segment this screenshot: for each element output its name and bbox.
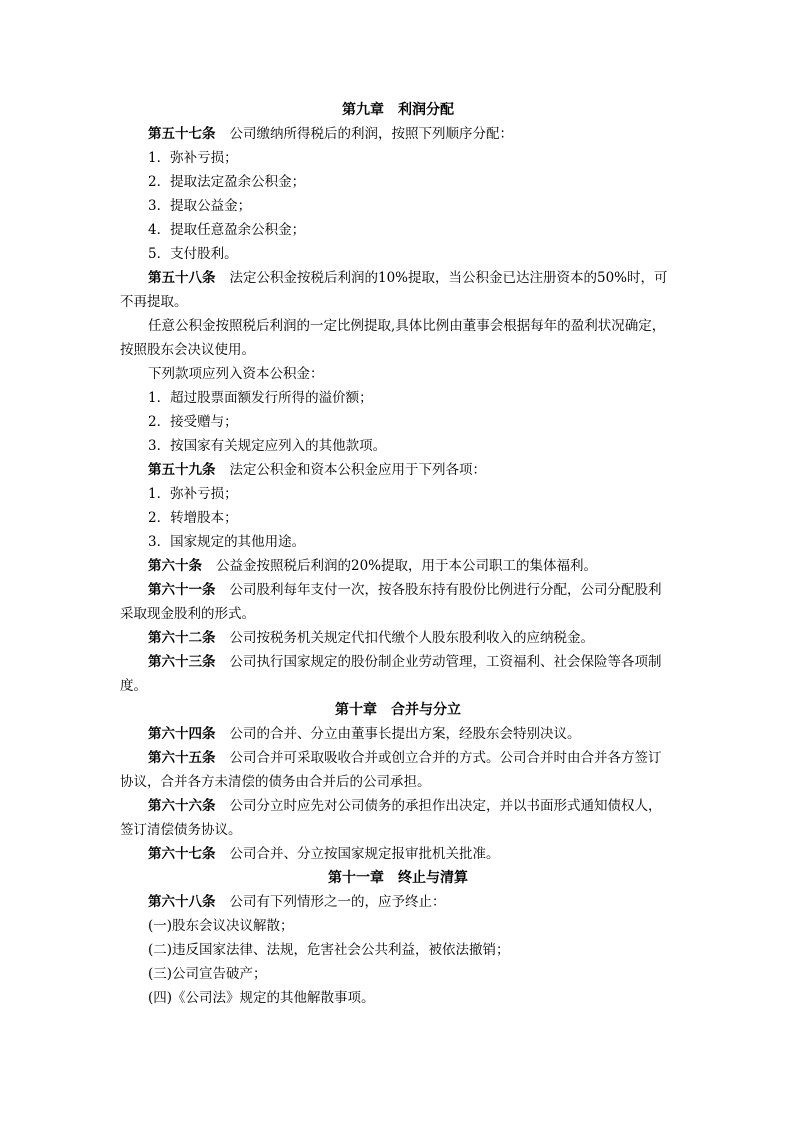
article-58-continuation: 不再提取。 [120, 294, 188, 310]
article-text: 法定公积金按税后利润的10%提取，当公积金已达注册资本的50%时，可 [229, 270, 668, 286]
article-62 [120, 626, 676, 650]
article-65-continuation: 协议，合并各方未清偿的债务由合并后的公司承担。 [120, 774, 431, 790]
article-number: 第六十四条 [148, 726, 216, 742]
article-66-continuation: 签订清偿债务协议。 [120, 822, 242, 838]
list-item: (三)公司宣告破产； [148, 966, 267, 982]
article-text: 公司合并可采取吸收合并或创立合并的方式。公司合并时由合并各方签订 [229, 750, 662, 766]
article-text: 公益金按照税后利润的20%提取，用于本公司职工的集体福利。 [216, 558, 598, 574]
article-text: 公司按税务机关规定代扣代缴个人股东股利收入的应纳税金。 [229, 630, 594, 646]
article-number: 第六十一条 [148, 582, 216, 598]
paragraph: 下列款项应列入资本公积金： [148, 366, 324, 382]
list-item: 3．提取公益金； [148, 198, 252, 214]
list-item: 1．超过股票面额发行所得的溢价额； [148, 390, 373, 406]
article-text: 公司执行国家规定的股份制企业劳动管理，工资福利、社会保险等各项制 [229, 654, 662, 670]
article-text: 公司有下列情形之一的，应予终止： [229, 894, 446, 910]
article-66 [120, 794, 676, 818]
article-number: 第六十八条 [148, 894, 216, 910]
article-59 [120, 458, 676, 482]
article-number: 第五十八条 [148, 270, 216, 286]
article-number: 第六十三条 [148, 654, 216, 670]
article-61 [120, 578, 676, 602]
list-item: 2．转增股本； [148, 510, 238, 526]
list-item: (二)违反国家法律、法规，危害社会公共利益，被依法撤销； [148, 942, 510, 958]
paragraph: 任意公积金按照税后利润的一定比例提取,具体比例由董事会根据每年的盈利状况确定， [148, 318, 666, 334]
article-text: 公司合并、分立按国家规定报审批机关批准。 [229, 846, 500, 862]
list-item: 3．按国家有关规定应列入的其他款项。 [148, 438, 387, 454]
list-item: 1．弥补亏损； [148, 150, 238, 166]
article-67 [120, 842, 676, 866]
list-item: 2．提取法定盈余公积金； [148, 174, 306, 190]
article-text: 公司分立时应先对公司债务的承担作出决定，并以书面形式通知债权人， [229, 798, 662, 814]
article-63 [120, 650, 676, 674]
chapter-11-title: 第十一章 终止与清算 [328, 870, 468, 886]
list-item: 5．支付股利。 [148, 246, 238, 262]
list-item: (一)股东会议决议解散； [148, 918, 294, 934]
chapter-10-title: 第十章 合并与分立 [335, 702, 461, 718]
list-item: (四)《公司法》规定的其他解散事项。 [148, 990, 375, 1006]
list-item: 2．接受赠与； [148, 414, 238, 430]
article-58 [120, 266, 676, 290]
list-item: 4．提取任意盈余公积金； [148, 222, 306, 238]
paragraph-continuation: 按照股东会决议使用。 [120, 342, 255, 358]
article-text: 公司的合并、分立由董事长提出方案，经股东会特别决议。 [229, 726, 581, 742]
article-text: 法定公积金和资本公积金应用于下列各项： [229, 462, 486, 478]
chapter-9-title: 第九章 利润分配 [342, 102, 454, 118]
article-68 [120, 890, 676, 914]
article-number: 第六十条 [148, 558, 202, 574]
article-number: 第六十七条 [148, 846, 216, 862]
list-item: 3．国家规定的其他用途。 [148, 534, 306, 550]
article-65 [120, 746, 676, 770]
article-61-continuation: 采取现金股利的形式。 [120, 606, 255, 622]
article-number: 第六十六条 [148, 798, 216, 814]
article-number: 第六十五条 [148, 750, 216, 766]
article-64 [120, 722, 676, 746]
article-number: 第五十九条 [148, 462, 216, 478]
article-number: 第五十七条 [148, 126, 216, 142]
list-item: 1．弥补亏损； [148, 486, 238, 502]
article-63-continuation: 度。 [120, 678, 147, 694]
article-number: 第六十二条 [148, 630, 216, 646]
article-text: 公司缴纳所得税后的利润，按照下列顺序分配： [229, 126, 513, 142]
article-text: 公司股利每年支付一次，按各股东持有股份比例进行分配，公司分配股利 [229, 582, 662, 598]
article-60 [120, 554, 676, 578]
article-57 [120, 122, 676, 146]
